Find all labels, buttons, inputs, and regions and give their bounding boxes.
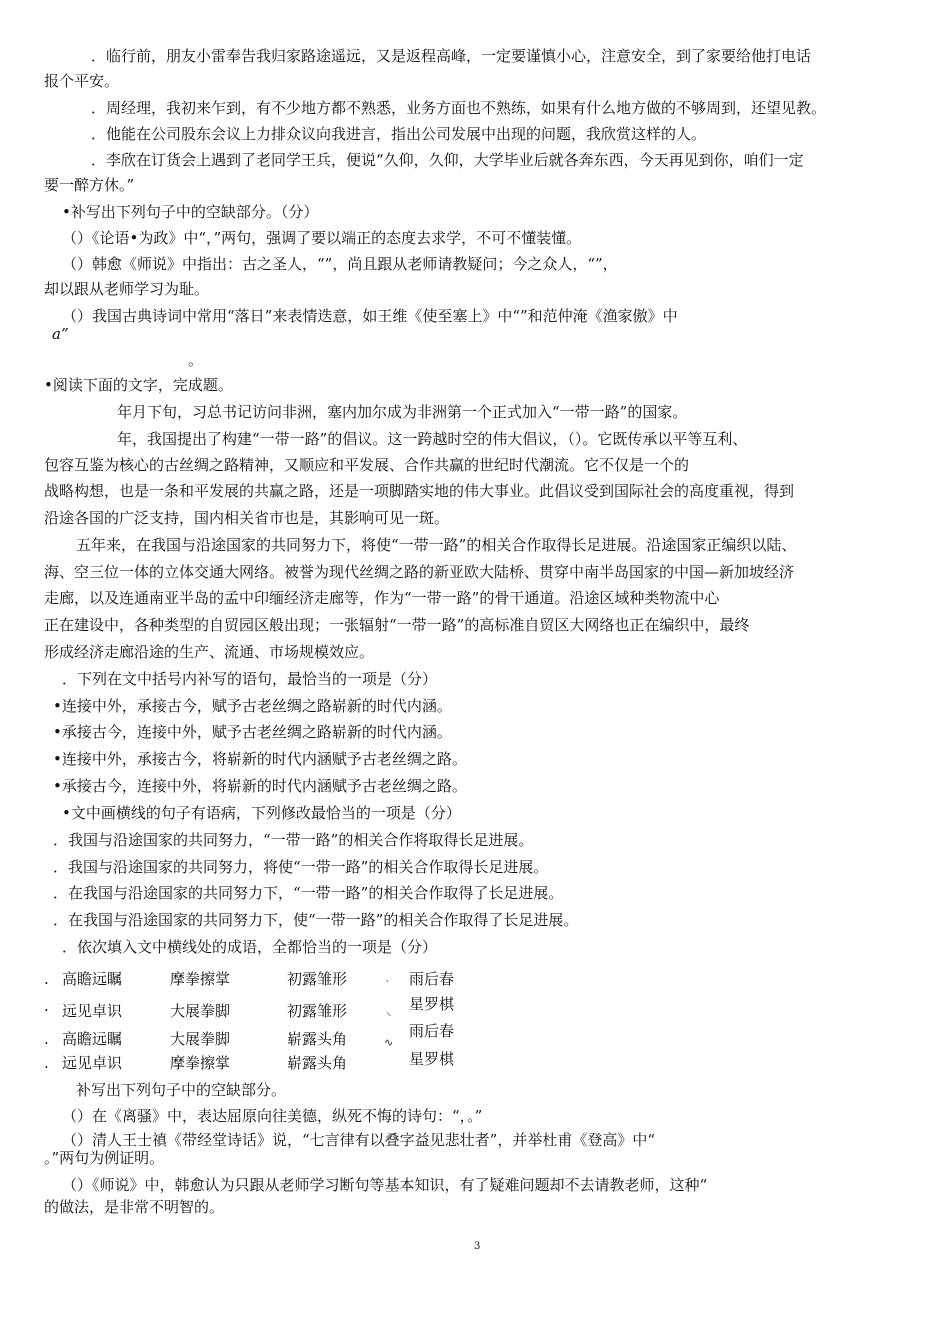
text-line: 的做法，是非常不明智的。 <box>44 1198 225 1216</box>
answer-option: •承接古今，连接中外，赋予古老丝绸之路崭新的时代内涵。 <box>53 723 452 741</box>
option-idiom: 雨后春 <box>409 970 455 988</box>
option-idiom: 初露雏形 <box>287 1002 348 1020</box>
passage-line: 战略构想，也是一条和平发展的共赢之路，还是一项脚踏实地的伟大事业。此倡议受到国际社会的高度重视，得到 <box>44 482 795 500</box>
text-line: 报个平安。 <box>44 72 120 90</box>
passage-line: 年月下旬，习总书记访问非洲，塞内加尔成为非洲第一个正式加入“一带一路”的国家。 <box>117 403 688 421</box>
option-idiom: 星罗棋 <box>409 995 455 1013</box>
text-line: （）《师说》中，韩愈认为只跟从老师学习断句等基本知识，有了疑难问题却不去请教老师，这种“ <box>62 1176 708 1194</box>
text-line: （）我国古典诗词中常用“落日”来表情迭意，如王维《使至塞上》中“”和范仲淹《渔家傲》中 <box>62 307 678 325</box>
page-number: 3 <box>474 1241 481 1252</box>
answer-option: •连接中外，承接古今，将崭新的时代内涵赋予古老丝绸之路。 <box>53 750 467 768</box>
option-letter: . <box>44 1030 49 1048</box>
text-line: （）韩愈《师说》中指出：古之圣人，“”，尚且跟从老师请教疑问；今之众人，“”， <box>62 255 618 273</box>
scan-mark: ‵ <box>386 978 389 991</box>
answer-option: ．我国与沿途国家的共同努力，“一带一路”的相关合作将取得长足进展。 <box>53 831 534 849</box>
passage-line: 正在建设中，各种类型的自贸园区般出现；一张辐射“一带一路”的高标准自贸区大网络也正在编织中，最终 <box>44 616 750 634</box>
option-idiom: 摩拳擦掌 <box>170 970 231 988</box>
option-idiom: 远见卓识 <box>62 1002 123 1020</box>
text-line: 要一醉方休。” <box>44 176 135 194</box>
option-letter: . <box>44 970 49 988</box>
text-line: （）在《离骚》中，表达屈原向往美德，纵死不悔的诗句：“，。” <box>62 1107 483 1125</box>
option-idiom: 高瞻远瞩 <box>62 1030 123 1048</box>
passage-line: 包容互鉴为核心的古丝绸之路精神，又顺应和平发展、合作共赢的世纪时代潮流。它不仅是一个的 <box>44 456 690 474</box>
answer-option: •连接中外，承接古今，赋予古老丝绸之路崭新的时代内涵。 <box>53 697 452 715</box>
text-line: 却以跟从老师学习为耻。 <box>44 280 210 298</box>
text-line: （）清人王士禛《带经堂诗话》说，“七言律有以叠字益见悲壮者”，并举杜甫《登高》中“ <box>62 1131 656 1149</box>
option-idiom: 崭露头角 <box>287 1054 348 1072</box>
option-idiom: 大展拳脚 <box>170 1002 231 1020</box>
stray-mark: a” <box>52 325 69 343</box>
option-idiom: 大展拳脚 <box>170 1030 231 1048</box>
option-idiom: 高瞻远瞩 <box>62 970 123 988</box>
text-line: ．周经理，我初来乍到，有不少地方都不熟悉，业务方面也不熟练，如果有什么地方做的不够周到，还望见教。 <box>91 99 827 117</box>
passage-line: 海、空三位一体的立体交通大网络。被誉为现代丝绸之路的新亚欧大陆桥、贯穿中南半岛国家的中国—新加坡经济 <box>44 563 795 581</box>
scan-mark: ⸌ <box>386 1010 392 1023</box>
text-line: ．他能在公司股东会议上力排众议向我进言，指出公司发展中出现的问题，我欣赏这样的人。 <box>91 125 707 143</box>
text-line: ．临行前，朋友小雷奉告我归家路途遥远，又是返程高峰，一定要谨慎小心，注意安全，到了家要给他打电话 <box>91 47 812 65</box>
option-idiom: 初露雏形 <box>287 970 348 988</box>
question: ．依次填入文中横线处的成语，全都恰当的一项是（分） <box>62 938 438 956</box>
passage-line: 五年来，在我国与沿途国家的共同努力下，将使“一带一路”的相关合作取得长足进展。沿途国家正编织以陆、 <box>76 536 797 554</box>
section-heading: •补写出下列句子中的空缺部分。（分） <box>62 203 319 221</box>
option-idiom: 崭露头角 <box>287 1030 348 1048</box>
option-idiom: 星罗棋 <box>409 1050 455 1068</box>
passage-line: 年，我国提出了构建“一带一路”的倡议。这一跨越时空的伟大倡议，（）。它既传承以平等互利、 <box>117 430 748 448</box>
text-line: ．李欣在订货会上遇到了老同学王兵，便说“久仰，久仰，大学毕业后就各奔东西，今天再见到你，咱们一定 <box>91 151 804 169</box>
option-idiom: 雨后春 <box>409 1022 455 1040</box>
passage-line: 形成经济走廊沿途的生产、流通、市场规模效应。 <box>44 643 375 661</box>
section-heading: •阅读下面的文字，完成题。 <box>44 376 233 394</box>
option-letter: . <box>44 997 49 1015</box>
option-idiom: 远见卓识 <box>62 1054 123 1072</box>
text-line: 。 <box>188 351 204 369</box>
passage-line: 走廊，以及连通南亚半岛的孟中印缅经济走廊等，作为“一带一路”的骨干通道。沿途区域种类物流中心 <box>44 589 720 607</box>
answer-option: ．我国与沿途国家的共同努力，将使“一带一路”的相关合作取得长足进展。 <box>53 858 549 876</box>
answer-option: ．在我国与沿途国家的共同努力下，“一带一路”的相关合作取得了长足进展。 <box>53 884 564 902</box>
scan-mark: ∿ <box>384 1036 394 1049</box>
answer-option: •承接古今，连接中外，将崭新的时代内涵赋予古老丝绸之路。 <box>53 777 467 795</box>
section-heading: 补写出下列句子中的空缺部分。 <box>76 1081 287 1099</box>
option-letter: . <box>44 1054 49 1072</box>
question: ．下列在文中括号内补写的语句，最恰当的一项是（分） <box>62 670 438 688</box>
passage-line: 沿途各国的广泛支持，国内相关省市也是，其影响可见一斑。 <box>44 509 450 527</box>
answer-option: ．在我国与沿途国家的共同努力下，使“一带一路”的相关合作取得了长足进展。 <box>53 911 579 929</box>
text-line: （）《论语•为政》中“，”两句，强调了要以端正的态度去求学，不可不懂装懂。 <box>62 229 582 247</box>
text-line: 。”两句为例证明。 <box>44 1149 165 1167</box>
question: •文中画横线的句子有语病，下列修改最恰当的一项是（分） <box>62 804 461 822</box>
option-idiom: 摩拳擦掌 <box>170 1054 231 1072</box>
